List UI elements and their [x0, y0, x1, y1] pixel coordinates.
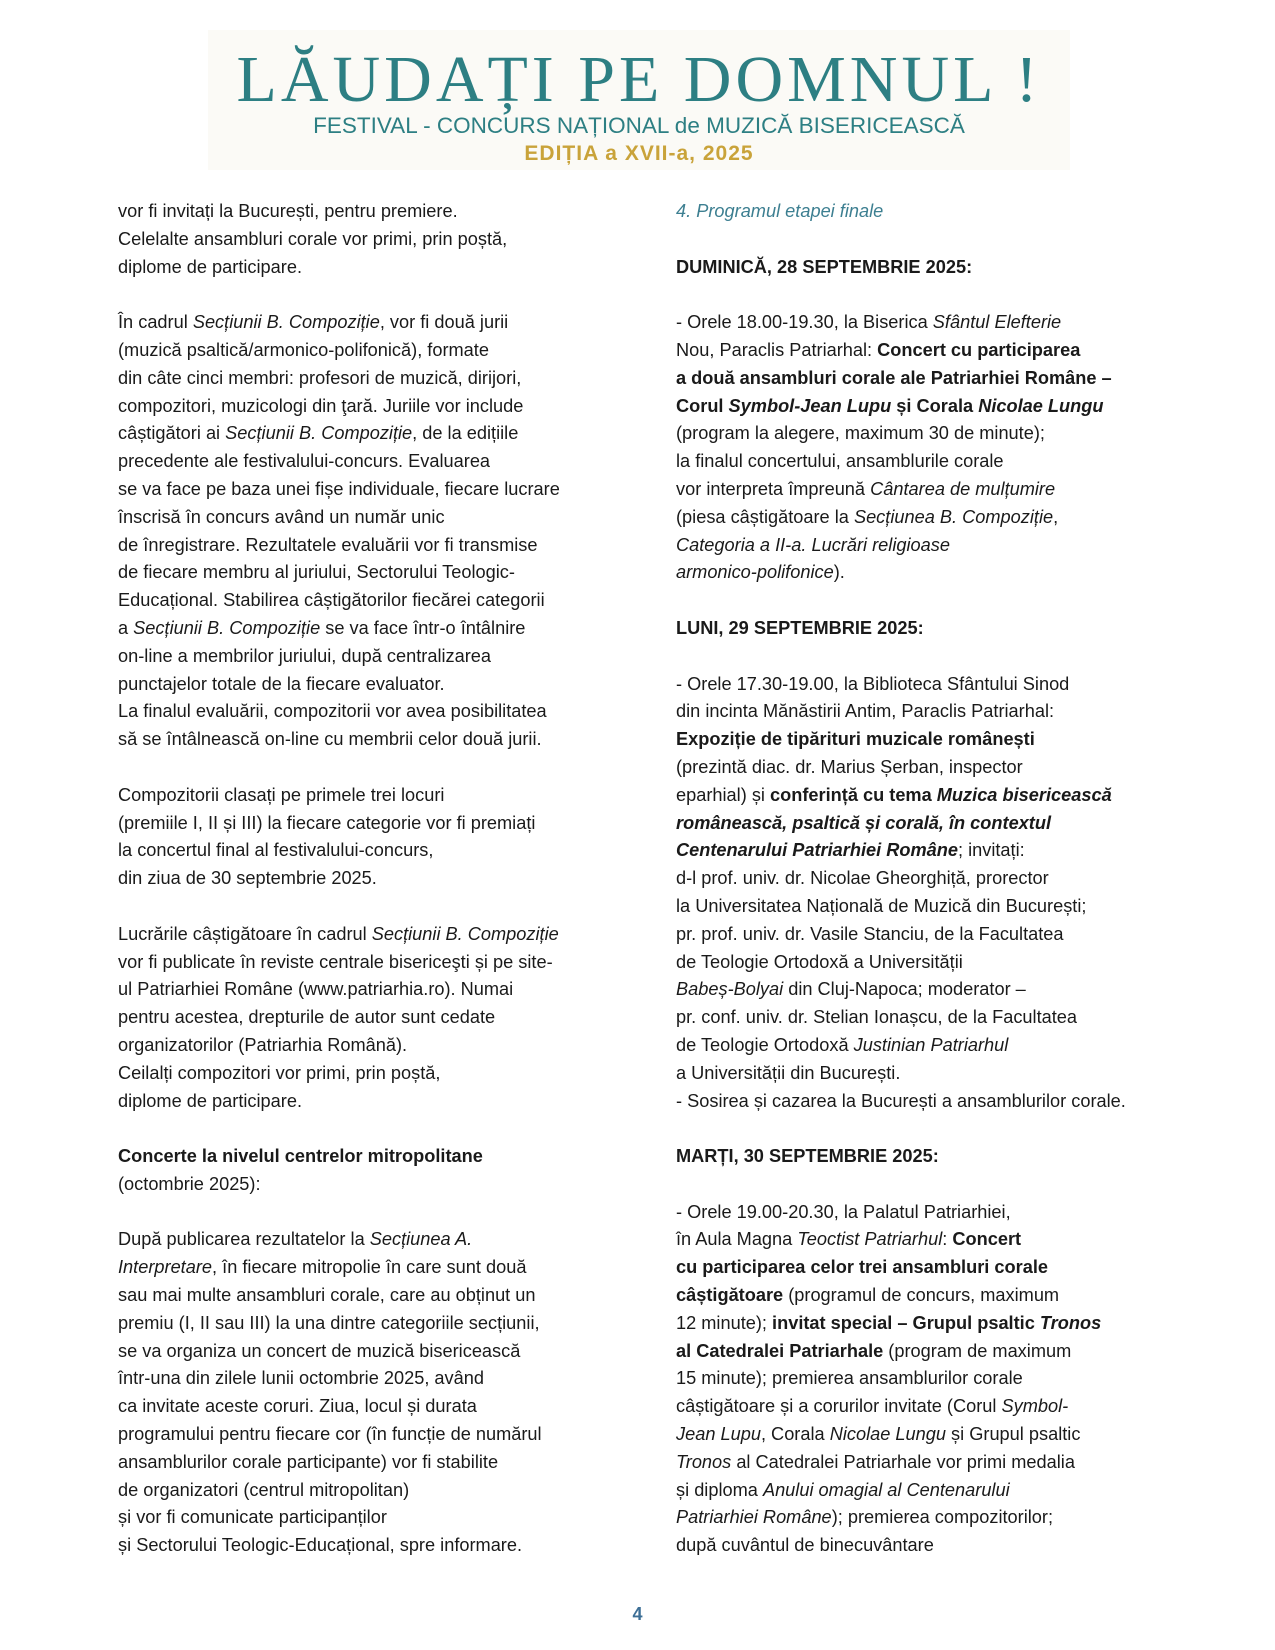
- text-line: (prezintă diac. dr. Marius Șerban, inspector: [676, 756, 1023, 777]
- paragraph-gap: [118, 1115, 608, 1143]
- text-line: Lucrările câștigătoare în cadrul Secțiunii B. Compoziție: [118, 923, 559, 944]
- paragraph-sunday-program: [676, 309, 1176, 587]
- text-line: de organizatori (centrul mitropolitan): [118, 1479, 410, 1500]
- paragraph-gap: [676, 1115, 1176, 1143]
- text-line: într-una din zilele lunii octombrie 2025, având: [118, 1368, 484, 1389]
- text-line: vor interpreta împreună Cântarea de mulțumire: [676, 478, 1056, 499]
- text-line: de Teologie Ortodoxă a Universității: [676, 951, 963, 972]
- text-line: Babeș-Bolyai din Cluj-Napoca; moderator –: [676, 979, 1026, 1000]
- text-line: ca invitate aceste coruri. Ziua, locul și durata: [118, 1396, 477, 1417]
- text-line: a Secțiunii B. Compoziție se va face într-o întâlnire: [118, 617, 526, 638]
- text-line: se va face pe baza unei fișe individuale, fiecare lucrare: [118, 478, 560, 499]
- text-line: diplome de participare.: [118, 256, 302, 277]
- text-line: ul Patriarhiei Române (www.patriarhia.ro). Numai: [118, 979, 514, 1000]
- text-line: a două ansambluri corale ale Patriarhiei Române –: [676, 367, 1112, 388]
- text-line: și Sectorului Teologic-Educațional, spre informare.: [118, 1535, 523, 1556]
- section-heading-final-program: 4. Programul etapei finale: [676, 201, 884, 221]
- text-line: al Catedralei Patriarhale (program de maximum: [676, 1340, 1072, 1361]
- subsection-heading: Concerte la nivelul centrelor mitropolitane: [118, 1146, 483, 1167]
- left-column: [118, 198, 608, 1560]
- text-line: (program la alegere, maximum 30 de minute);: [676, 423, 1045, 444]
- text-line: în Aula Magna Teoctist Patriarhul: Concert: [676, 1229, 1022, 1250]
- text-line: câștigători ai Secțiunii B. Compoziție, de la edițiile: [118, 423, 519, 444]
- text-line: După publicarea rezultatelor la Secțiunea A.: [118, 1229, 473, 1250]
- text-line: d-l prof. univ. dr. Nicolae Gheorghiță, prorector: [676, 868, 1049, 889]
- paragraph-juries: [118, 309, 608, 754]
- header-edition: EDIȚIA a XVII-a, 2025: [524, 142, 754, 165]
- text-line: programului pentru fiecare cor (în funcție de numărul: [118, 1424, 542, 1445]
- text-line: on-line a membrilor juriului, după centralizarea: [118, 645, 492, 666]
- text-line: În cadrul Secțiunii B. Compoziție, vor fi două jurii: [118, 312, 509, 333]
- text-line: câștigătoare și a corurilor invitate (Corul Symbol-: [676, 1396, 1069, 1417]
- text-line: înscrisă în concurs având un număr unic: [118, 506, 445, 527]
- paragraph-gap: [676, 226, 1176, 254]
- paragraph-gap: [676, 587, 1176, 615]
- right-column: [676, 198, 1176, 1560]
- header-title: LĂUDAȚI PE DOMNUL !: [236, 43, 1042, 116]
- text-line: 15 minute); premierea ansamblurilor corale: [676, 1368, 1023, 1389]
- text-line: organizatorilor (Patriarhia Română).: [118, 1034, 408, 1055]
- paragraph-gap: [676, 281, 1176, 309]
- text-line: Centenarului Patriarhiei Române; invitați:: [676, 840, 1025, 861]
- text-line: din câte cinci membri: profesori de muzică, dirijori,: [118, 367, 522, 388]
- paragraph-gap: [118, 1199, 608, 1227]
- text-line: Interpretare, în fiecare mitropolie în care sunt două: [118, 1257, 527, 1278]
- text-line: la concertul final al festivalului-concurs,: [118, 840, 434, 861]
- text-line: La finalul evaluării, compozitorii vor avea posibilitatea: [118, 701, 547, 722]
- text-line: Ceilalți compozitori vor primi, prin poștă,: [118, 1062, 441, 1083]
- paragraph-gap: [118, 281, 608, 309]
- text-line: cu participarea celor trei ansambluri corale: [676, 1257, 1048, 1278]
- paragraph-publication: [118, 921, 608, 1116]
- paragraph-metropolitan-details: [118, 1226, 608, 1560]
- paragraph-invitations: [118, 198, 608, 281]
- paragraph-gap: [676, 1171, 1176, 1199]
- text-line: Tronos al Catedralei Patriarhale vor primi medalia: [676, 1451, 1075, 1472]
- text-line: (piesa câștigătoare la Secțiunea B. Compoziție,: [676, 506, 1059, 527]
- text-line: la finalul concertului, ansamblurile corale: [676, 451, 1004, 472]
- text-line: armonico-polifonice).: [676, 562, 845, 583]
- text-line: de înregistrare. Rezultatele evaluării vor fi transmise: [118, 534, 538, 555]
- text-line: de fiecare membru al juriului, Sectorului Teologic-: [118, 562, 515, 583]
- text-line: din incinta Mănăstirii Antim, Paraclis Patriarhal:: [676, 701, 1055, 722]
- text-line: după cuvântul de binecuvântare: [676, 1535, 934, 1556]
- text-line: la Universitatea Națională de Muzică din București;: [676, 895, 1087, 916]
- text-line: - Orele 17.30-19.00, la Biblioteca Sfântului Sinod: [676, 673, 1070, 694]
- text-line: de Teologie Ortodoxă Justinian Patriarhul: [676, 1034, 1009, 1055]
- paragraph-gap: [676, 643, 1176, 671]
- day-heading-monday: LUNI, 29 SEPTEMBRIE 2025:: [676, 617, 924, 638]
- text-line: premiu (I, II sau III) la una dintre categoriile secțiunii,: [118, 1312, 540, 1333]
- text-line: precedente ale festivalului-concurs. Evaluarea: [118, 451, 491, 472]
- text-line: compozitori, muzicologi din ţară. Juriile vor include: [118, 395, 524, 416]
- text-line: - Orele 18.00-19.30, la Biserica Sfântul Elefterie: [676, 312, 1062, 333]
- text-line: a Universității din București.: [676, 1062, 901, 1083]
- text-line: punctajelor totale de la fiecare evaluator.: [118, 673, 445, 694]
- text-line: Jean Lupu, Corala Nicolae Lungu și Grupul psaltic: [676, 1424, 1081, 1445]
- text-line: Patriarhiei Române); premierea compozitorilor;: [676, 1507, 1054, 1528]
- paragraph-metropolitan-concerts: [118, 1143, 608, 1199]
- header-subtitle: FESTIVAL - CONCURS NAȚIONAL de MUZICĂ BISERICEASCĂ: [313, 113, 965, 138]
- text-line: Categoria a II-a. Lucrări religioase: [676, 534, 950, 555]
- text-line: Nou, Paraclis Patriarhal: Concert cu participarea: [676, 339, 1081, 360]
- paragraph-gap: [118, 893, 608, 921]
- text-line: pr. prof. univ. dr. Vasile Stanciu, de la Facultatea: [676, 923, 1064, 944]
- text-line: (premiile I, II și III) la fiecare categorie vor fi premiați: [118, 812, 536, 833]
- text-line: ansamblurilor corale participante) vor fi stabilite: [118, 1451, 499, 1472]
- text-line: vor fi publicate în reviste centrale bisericeşti și pe site-: [118, 951, 553, 972]
- text-line: să se întâlnească on-line cu membrii celor două jurii.: [118, 729, 542, 750]
- day-heading-tuesday: MARȚI, 30 SEPTEMBRIE 2025:: [676, 1146, 939, 1167]
- text-line: din ziua de 30 septembrie 2025.: [118, 868, 377, 889]
- text-line: - Orele 19.00-20.30, la Palatul Patriarhiei,: [676, 1201, 1011, 1222]
- text-line: se va organiza un concert de muzică bisericească: [118, 1340, 521, 1361]
- paragraph-monday-program: [676, 671, 1176, 1116]
- text-line: și vor fi comunicate participanților: [118, 1507, 387, 1528]
- text-line: sau mai multe ansambluri corale, care au obținut un: [118, 1285, 536, 1306]
- text-line: (muzică psaltică/armonico-polifonică), formate: [118, 339, 489, 360]
- text-line: pr. conf. univ. dr. Stelian Ionașcu, de la Facultatea: [676, 1007, 1078, 1028]
- text-line: Expoziție de tipărituri muzicale românești: [676, 729, 1035, 750]
- text-line: Celelalte ansambluri corale vor primi, prin poștă,: [118, 228, 508, 249]
- text-line: românească, psaltică și corală, în contextul: [676, 812, 1052, 833]
- text-line: și diploma Anului omagial al Centenarului: [676, 1479, 1010, 1500]
- paragraph-prizes: [118, 782, 608, 893]
- day-heading-sunday: DUMINICĂ, 28 SEPTEMBRIE 2025:: [676, 256, 973, 277]
- text-line: vor fi invitați la București, pentru premiere.: [118, 201, 458, 221]
- text-line: - Sosirea și cazarea la București a ansamblurilor corale.: [676, 1090, 1126, 1111]
- paragraph-tuesday-program: [676, 1199, 1176, 1560]
- text-line: eparhial) și conferință cu tema Muzica bisericească: [676, 784, 1112, 805]
- text-line: Compozitorii clasați pe primele trei locuri: [118, 784, 445, 805]
- page-number: 4: [632, 1604, 643, 1624]
- text-line: (octombrie 2025):: [118, 1173, 261, 1194]
- text-line: 12 minute); invitat special – Grupul psaltic Tronos: [676, 1312, 1102, 1333]
- text-line: Educațional. Stabilirea câștigătorilor fiecărei categorii: [118, 590, 545, 611]
- text-line: diplome de participare.: [118, 1090, 302, 1111]
- text-line: pentru acestea, drepturile de autor sunt cedate: [118, 1007, 496, 1028]
- paragraph-gap: [118, 754, 608, 782]
- text-line: Corul Symbol-Jean Lupu și Corala Nicolae Lungu: [676, 395, 1104, 416]
- text-line: câștigătoare (programul de concurs, maximum: [676, 1285, 1060, 1306]
- festival-header-banner: [208, 30, 1070, 170]
